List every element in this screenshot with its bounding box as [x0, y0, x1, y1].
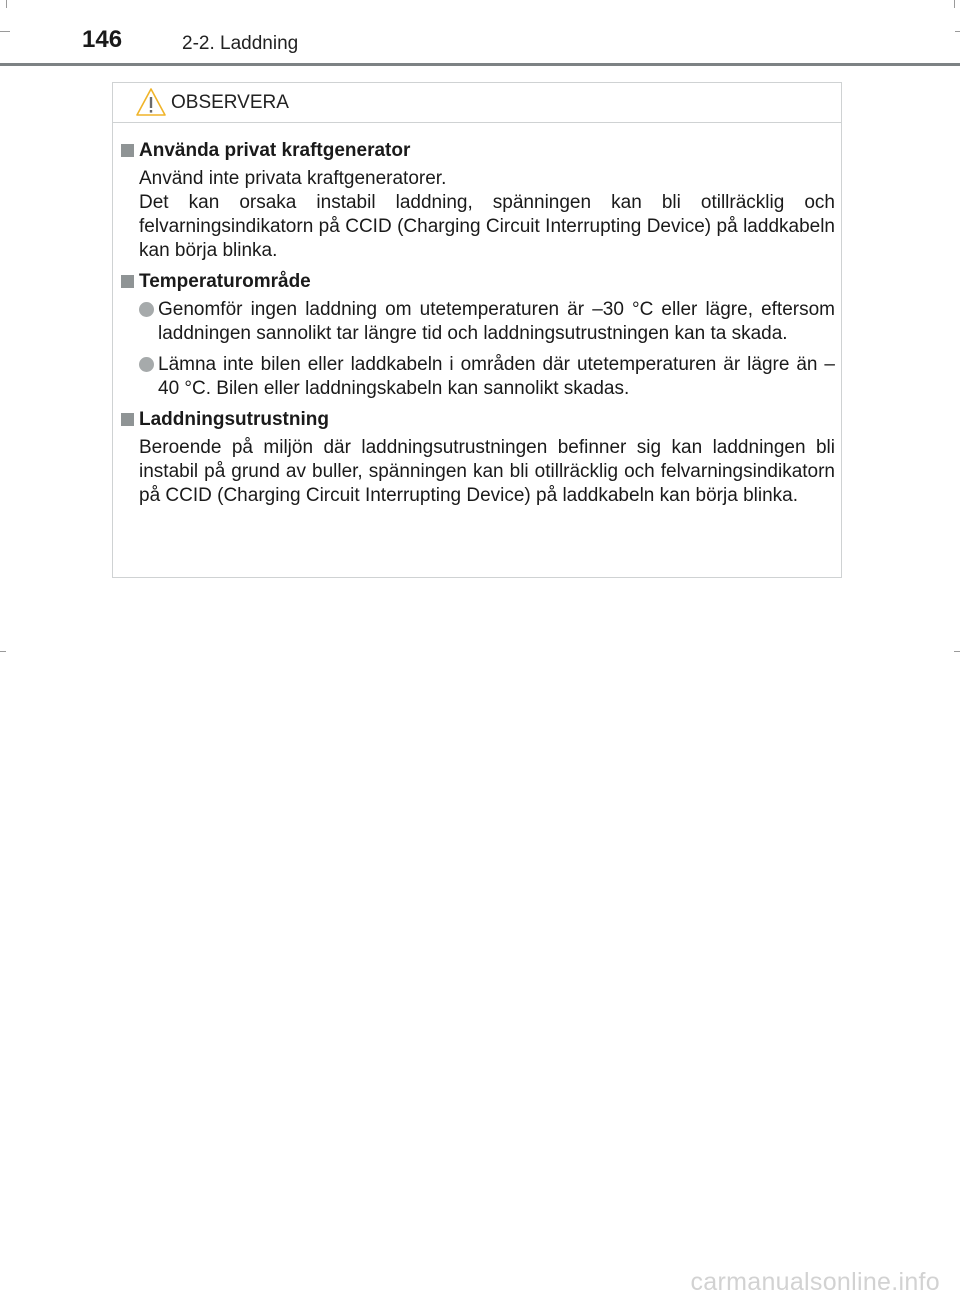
- list-item-text: Genomför ingen laddning om utetemperaturen är –30 °C eller lägre, eftersom laddningen sannolikt tar längre tid och laddningsutrustningen kan ta skada.: [158, 299, 835, 344]
- watermark: carmanualsonline.info: [690, 1268, 940, 1296]
- square-bullet-icon: [121, 275, 134, 288]
- topic-temperature-range: [121, 270, 835, 401]
- list-item-text: Lämna inte bilen eller laddkabeln i områden där utetemperaturen är lägre än –40 °C. Bilen eller laddningskabeln kan sannolikt skadas.: [158, 354, 835, 399]
- list-item: [139, 353, 835, 401]
- list-item: [139, 298, 835, 346]
- notice-body: [121, 139, 835, 515]
- notice-box: [112, 82, 842, 578]
- crop-mark: [0, 651, 6, 652]
- circle-bullet-icon: [139, 302, 154, 317]
- paragraph: Beroende på miljön där laddningsutrustningen befinner sig kan laddningen bli instabil på grund av buller, spänningen kan bli otillräcklig och felvarningsindikatorn på CCID (Charging Circuit Interrupting Device) på laddkabeln kan börja blinka.: [139, 437, 835, 506]
- section-title: 2-2. Laddning: [182, 33, 299, 54]
- crop-mark: [954, 651, 960, 652]
- topic-charging-equipment: [121, 408, 835, 508]
- topic-heading: [121, 270, 835, 294]
- page-number: 146: [82, 26, 123, 53]
- square-bullet-icon: [121, 413, 134, 426]
- warning-triangle-icon: [135, 87, 167, 117]
- topic-heading-text: Temperaturområde: [139, 271, 311, 292]
- header-rule: [0, 63, 960, 66]
- circle-bullet-icon: [139, 357, 154, 372]
- page-header: [0, 0, 960, 66]
- notice-title: OBSERVERA: [171, 92, 289, 113]
- topic-private-generator: [121, 139, 835, 263]
- paragraph: Det kan orsaka instabil laddning, spänningen kan bli otillräcklig och felvarningsindikatorn på CCID (Charging Circuit Interrupting Device) på laddkabeln kan börja blinka.: [139, 192, 835, 261]
- square-bullet-icon: [121, 144, 134, 157]
- paragraph: Använd inte privata kraftgeneratorer.: [139, 168, 447, 189]
- topic-heading-text: Använda privat kraftgenerator: [139, 140, 411, 161]
- notice-header: [113, 83, 841, 123]
- topic-heading: [121, 139, 835, 163]
- topic-heading: [121, 408, 835, 432]
- topic-heading-text: Laddningsutrustning: [139, 409, 329, 430]
